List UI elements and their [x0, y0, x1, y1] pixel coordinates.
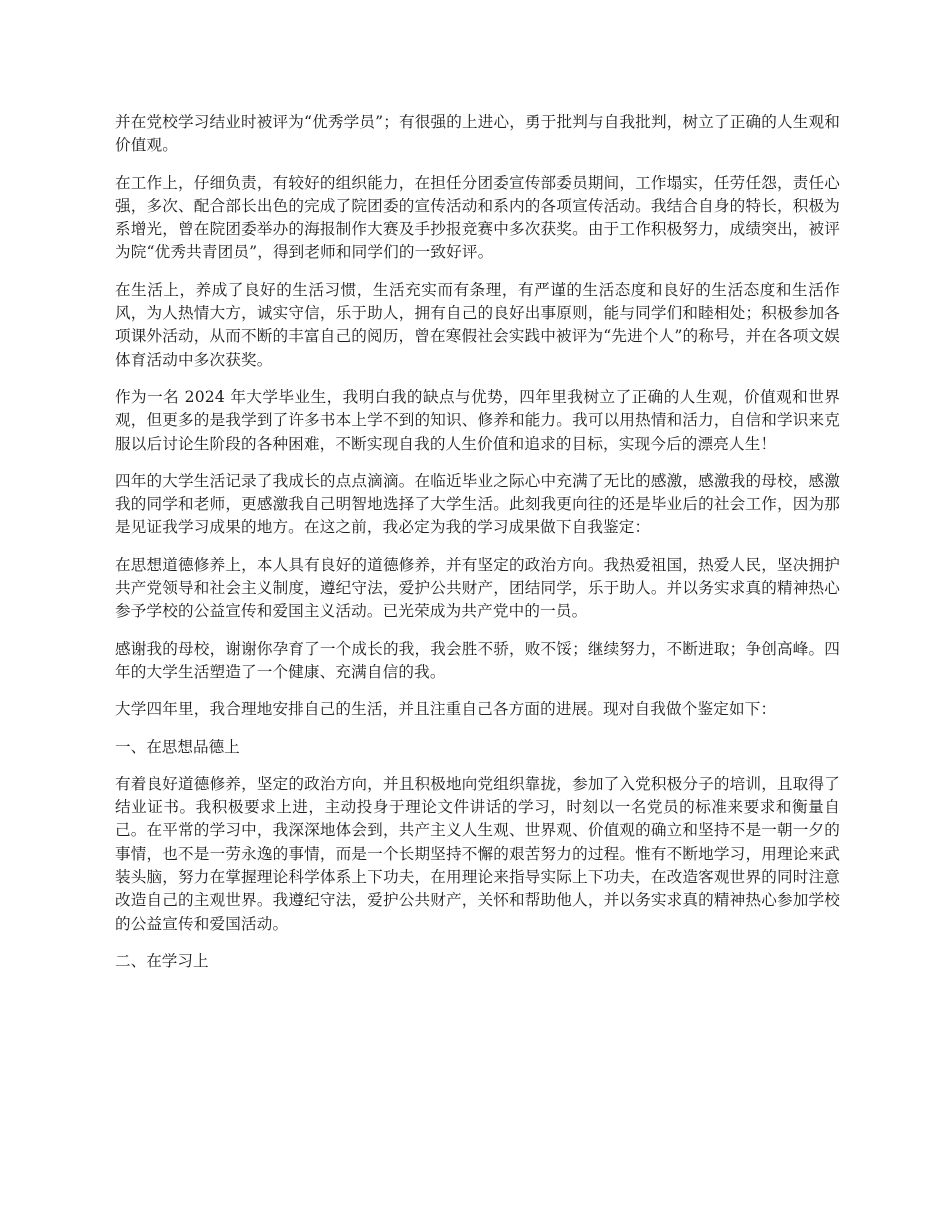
paragraph-work: 在工作上，仔细负责，有较好的组织能力，在担任分团委宣传部委员期间，工作塌实，任劳任怨，责任心强，多次、配合部长出色的完成了院团委的宣传活动和系内的各项宣传活动。我结合自身的特长，积极为系增光，曾在院团委举办的海报制作大赛及手抄报竞赛中多次获奖。由于工作积极努力，成绩突出，被评为院“优秀共青团员”，得到老师和同学们的一致好评。: [115, 173, 840, 262]
paragraph-party-school: 并在党校学习结业时被评为“优秀学员”；有很强的上进心，勇于批判与自我批判，树立了正确的人生观和价值观。: [115, 113, 840, 155]
document-body: [115, 111, 840, 973]
paragraph-four-years: 四年的大学生活记录了我成长的点点滴滴。在临近毕业之际心中充满了无比的感激，感激我的母校，感激我的同学和老师，更感激我自己明智地选择了大学生活。此刻我更向往的还是毕业后的社会工作，因为那是见证我学习成果的地方。在这之前，我必定为我的学习成果做下自我鉴定：: [115, 471, 840, 537]
paragraph-life: 在生活上，养成了良好的生活习惯，生活充实而有条理，有严谨的生活态度和良好的生活态度和生活作风，为人热情大方，诚实守信，乐于助人，拥有自己的良好出事原则，能与同学们和睦相处；积极参加各项课外活动，从而不断的丰富自己的阅历，曾在寒假社会实践中被评为“先进个人”的称号，并在各项文娱体育活动中多次获奖。: [115, 280, 840, 369]
paragraph-self-appraisal-intro: 大学四年里，我合理地安排自己的生活，并且注重自己各方面的进展。现对自我做个鉴定如下：: [115, 700, 777, 719]
section-heading-study: 二、在学习上: [115, 951, 209, 970]
section-heading-ideology: 一、在思想品德上: [115, 737, 240, 756]
paragraph-graduate: 作为一名 2024 年大学毕业生，我明白我的缺点与优势，四年里我树立了正确的人生观，价值观和世界观，但更多的是我学到了许多书本上学不到的知识、修养和能力。我可以用热情和活力，自信和学识来克服以后讨论生阶段的各种困难，不断实现自我的人生价值和追求的目标，实现今后的漂亮人生！: [115, 387, 840, 453]
paragraph-ideology: 有着良好道德修养，坚定的政治方向，并且积极地向党组织靠拢，参加了入党积极分子的培训，且取得了结业证书。我积极要求上进，主动投身于理论文件讲话的学习，时刻以一名党员的标准来要求和衡量自己。在平常的学习中，我深深地体会到，共产主义人生观、世界观、价值观的确立和坚持不是一朝一夕的事情，也不是一劳永逸的事情，而是一个长期坚持不懈的艰苦努力的过程。惟有不断地学习，用理论来武装头脑，努力在掌握理论科学体系上下功夫，在用理论来指导实际上下功夫，在改造客观世界的同时注意改造自己的主观世界。我遵纪守法，爱护公共财产，关怀和帮助他人，并以务实求真的精神热心参加学校的公益宣传和爱国活动。: [115, 774, 840, 933]
paragraph-thanks: 感谢我的母校，谢谢你孕育了一个成长的我，我会胜不骄，败不馁；继续努力，不断进取；争创高峰。四年的大学生活塑造了一个健康、充满自信的我。: [115, 639, 840, 681]
paragraph-moral-cultivation: 在思想道德修养上，本人具有良好的道德修养，并有坚定的政治方向。我热爱祖国，热爱人民，坚决拥护共产党领导和社会主义制度，遵纪守法，爱护公共财产，团结同学，乐于助人。并以务实求真的精神热心参予学校的公益宣传和爱国主义活动。已光荣成为共产党中的一员。: [115, 555, 840, 621]
